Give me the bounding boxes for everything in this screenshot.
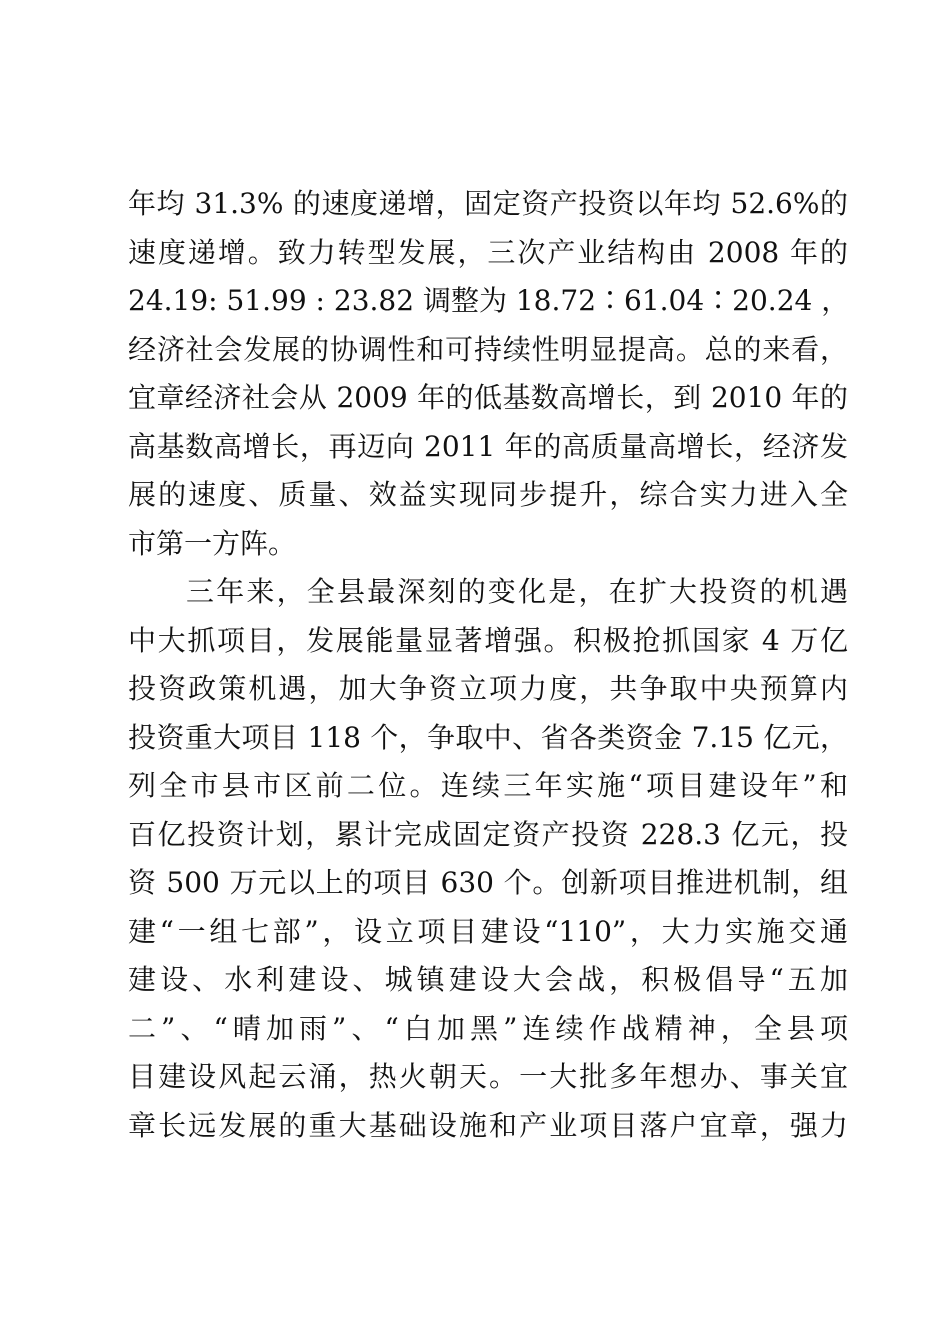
text-line: 建“一组七部”，设立项目建设“110”，大力实施交通: [128, 914, 848, 948]
text-line: 建设、水利建设、城镇建设大会战，积极倡导“五加: [128, 963, 848, 996]
text-line: 章长远发展的重大基础设施和产业项目落户宜章，强力: [128, 1108, 848, 1142]
text-line: 年均 31.3% 的速度递增，固定资产投资以年均 52.6%的: [128, 187, 848, 220]
text-line: 百亿投资计划，累计完成固定资产投资 228.3 亿元，投: [128, 817, 848, 851]
text-line: 经济社会发展的协调性和可持续性明显提高。总的来看，: [128, 332, 848, 366]
paragraph-end-line: 市第一方阵。: [128, 526, 297, 560]
text-line: 中大抓项目，发展能量显著增强。积极抢抓国家 4 万亿: [128, 623, 848, 657]
text-line: 速度递增。致力转型发展，三次产业结构由 2008 年的: [128, 235, 848, 269]
text-line: 展的速度、质量、效益实现同步提升，综合实力进入全: [128, 478, 848, 511]
text-line: 投资政策机遇，加大争资立项力度，共争取中央预算内: [128, 672, 848, 705]
text-line: 二”、“晴加雨”、“白加黑”连续作战精神，全县项: [128, 1011, 848, 1045]
text-line: 列全市县市区前二位。连续三年实施“项目建设年”和: [128, 769, 848, 802]
body-text: [128, 180, 848, 1150]
text-line: 宜章经济社会从 2009 年的低基数高增长，到 2010 年的: [128, 381, 848, 414]
paragraph-first-line: 三年来，全县最深刻的变化是，在扩大投资的机遇: [186, 575, 848, 608]
text-line: 目建设风起云涌，热火朝天。一大批多年想办、事关宜: [128, 1060, 848, 1093]
text-line: 24.19: 51.99 : 23.82 调整为 18.72∶61.04∶20.24 ，: [128, 284, 850, 317]
text-line: 高基数高增长，再迈向 2011 年的高质量高增长，经济发: [128, 429, 848, 463]
text-line: 资 500 万元以上的项目 630 个。创新项目推进机制，组: [128, 866, 848, 899]
text-line: 投资重大项目 118 个，争取中、省各类资金 7.15 亿元，: [128, 720, 848, 754]
